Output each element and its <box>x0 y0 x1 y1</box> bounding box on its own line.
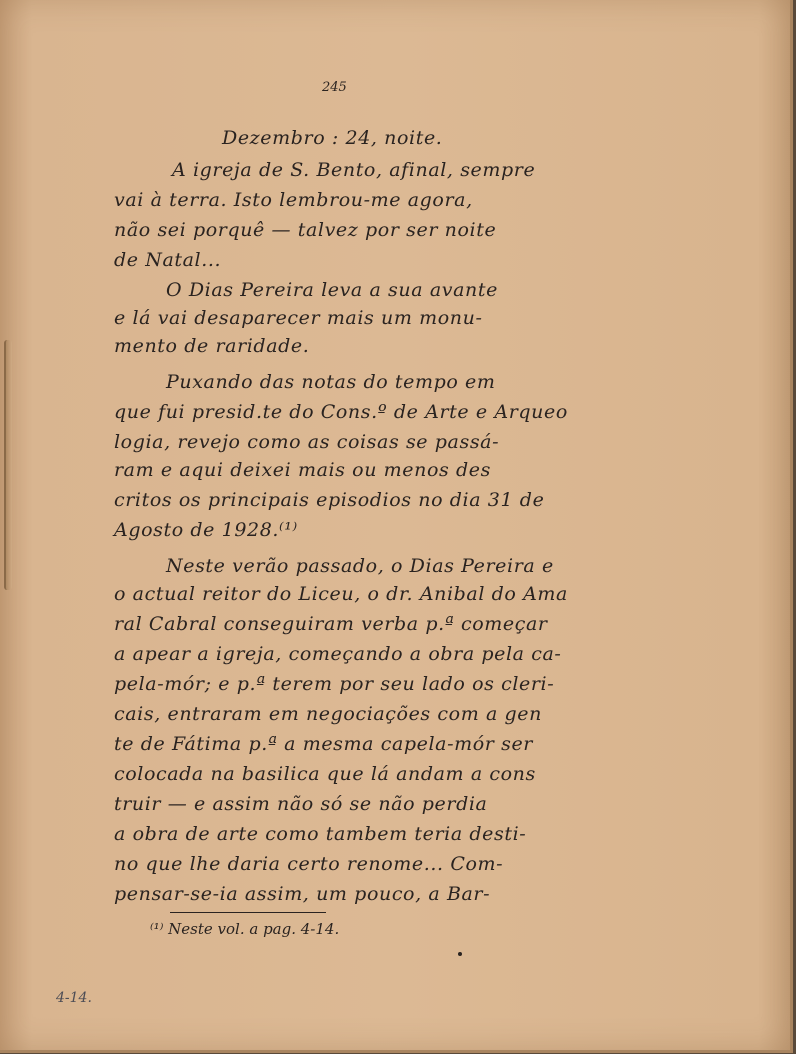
text-line: ral Cabral conseguiram verba p.ª começar <box>114 613 548 635</box>
text-line: a apear a igreja, começando a obra pela ca- <box>114 643 562 665</box>
text-line: Agosto de 1928.⁽¹⁾ <box>114 519 298 541</box>
text-line: colocada na basilica que lá andam a cons <box>114 763 536 785</box>
binding-stitch <box>4 340 12 590</box>
text-line: que fui presid.te do Cons.º de Arte e Arqueo <box>114 401 568 423</box>
text-line: não sei porquê — talvez por ser noite <box>114 219 497 241</box>
text-line: A igreja de S. Bento, afinal, sempre <box>172 159 536 181</box>
ink-dot <box>458 952 462 956</box>
text-line: de Natal... <box>114 249 222 271</box>
text-line: a obra de arte como tambem teria desti- <box>114 823 527 845</box>
text-line: Dezembro : 24, noite. <box>222 127 443 149</box>
page-number: 245 <box>322 80 347 95</box>
text-line: e lá vai desaparecer mais um monu- <box>114 307 483 329</box>
text-line: cais, entraram em negociações com a gen <box>114 703 542 725</box>
text-line: o actual reitor do Liceu, o dr. Anibal do Ama <box>114 583 568 605</box>
text-line: logia, revejo como as coisas se passá- <box>114 431 500 453</box>
text-line: te de Fátima p.ª a mesma capela-mór ser <box>114 733 533 755</box>
footnote: ⁽¹⁾ Neste vol. a pag. 4-14. <box>150 920 340 938</box>
text-line: mento de raridade. <box>114 335 310 357</box>
text-line: O Dias Pereira leva a sua avante <box>166 279 498 301</box>
text-line: Neste verão passado, o Dias Pereira e <box>166 555 554 577</box>
footnote-rule <box>170 912 326 913</box>
text-line: ram e aqui deixei mais ou menos des <box>114 459 491 481</box>
text-line: no que lhe daria certo renome... Com- <box>114 853 504 875</box>
text-line: critos os principais episodios no dia 31 de <box>114 489 545 511</box>
margin-note: 4-14. <box>56 990 92 1006</box>
text-line: pensar-se-ia assim, um pouco, a Bar- <box>114 883 491 905</box>
text-line: Puxando das notas do tempo em <box>166 371 496 393</box>
text-line: pela-mór; e p.ª terem por seu lado os cleri- <box>114 673 555 695</box>
text-line: truir — e assim não só se não perdia <box>114 793 488 815</box>
text-line: vai à terra. Isto lembrou-me agora, <box>114 189 473 211</box>
